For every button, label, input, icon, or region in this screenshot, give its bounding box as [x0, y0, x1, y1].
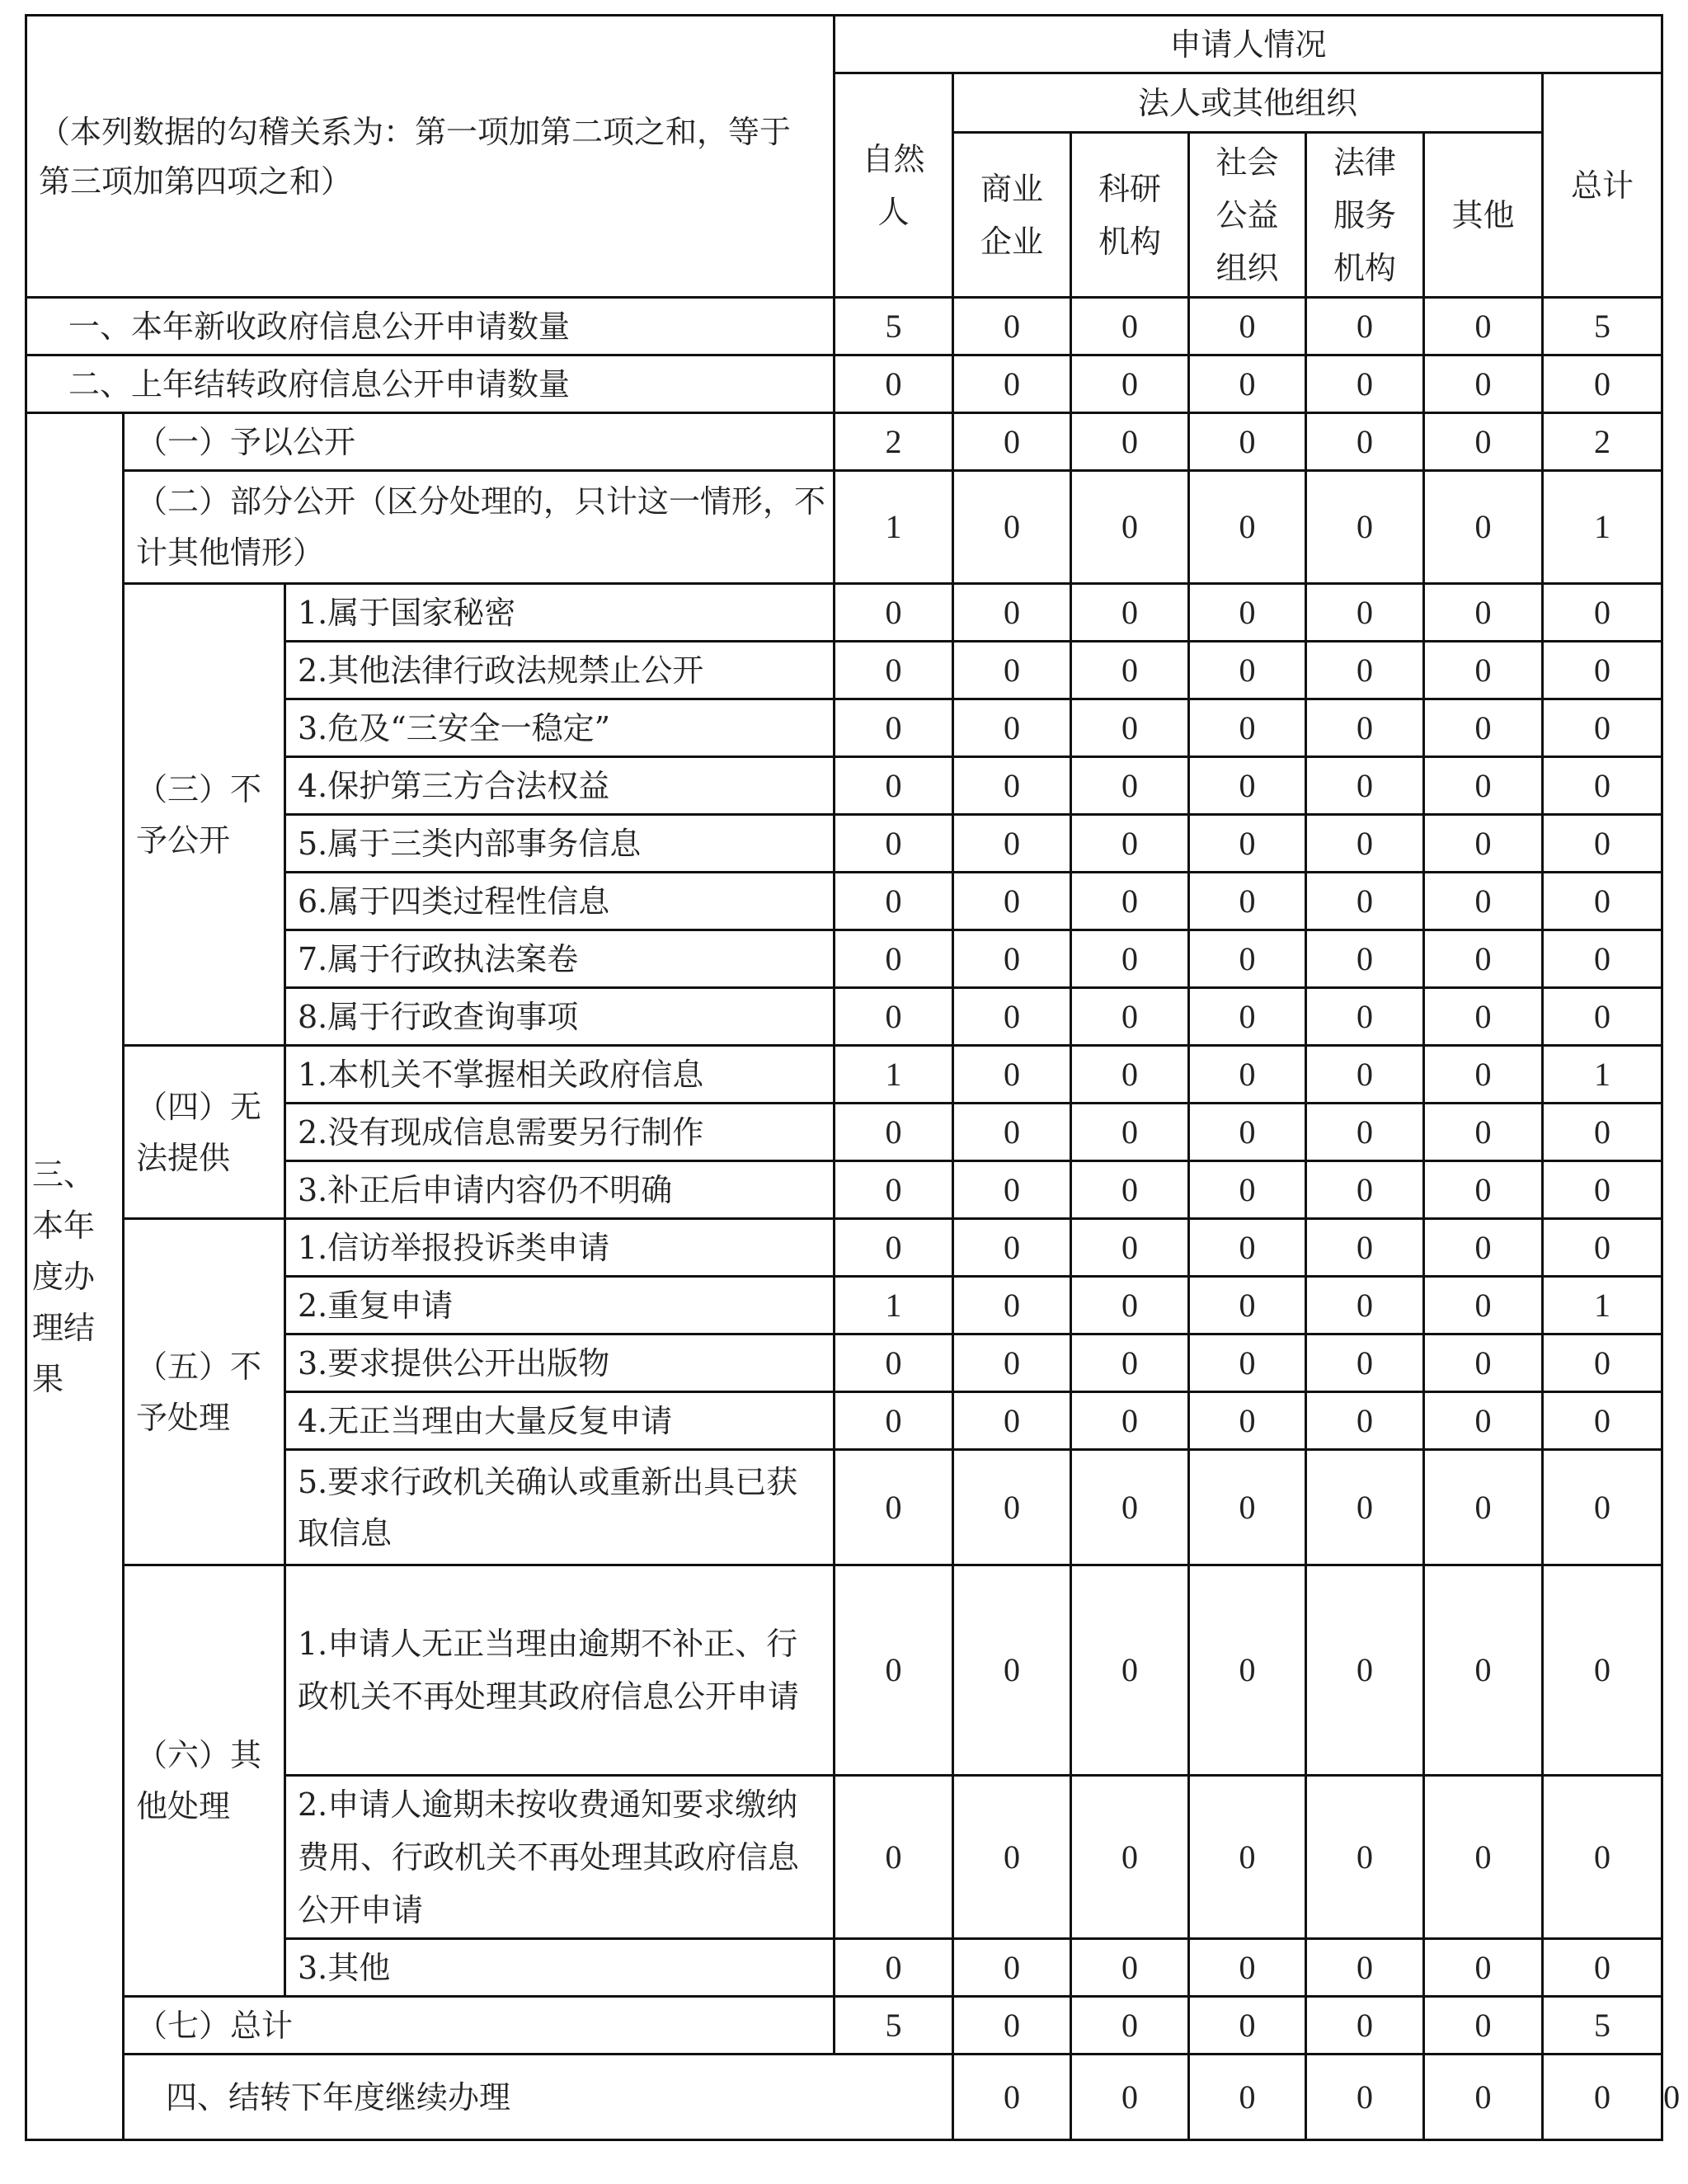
header-commercial: 商业企业	[953, 133, 1071, 298]
cell: 5	[835, 1997, 953, 2055]
row-label: 4.无正当理由大量反复申请	[285, 1392, 835, 1450]
cell: 0	[835, 1565, 953, 1776]
cell: 0	[1424, 413, 1543, 471]
cell: 0	[1543, 1104, 1662, 1161]
row-label: 3.危及“三安全一稳定”	[285, 699, 835, 757]
cell: 0	[1189, 1450, 1306, 1565]
gov-info-disclosure-table	[25, 14, 1681, 2141]
cell: 0	[1189, 1565, 1306, 1776]
cell: 0	[1189, 355, 1306, 413]
cell: 0	[835, 1450, 953, 1565]
cell: 5	[1543, 1997, 1662, 2055]
cell: 0	[953, 930, 1071, 988]
cell: 0	[1071, 815, 1189, 873]
cell: 0	[1071, 584, 1189, 642]
cell: 0	[1306, 355, 1424, 413]
cell: 0	[1071, 1939, 1189, 1997]
cell: 0	[835, 642, 953, 699]
cell: 0	[1189, 1161, 1306, 1219]
cell: 0	[1306, 1565, 1424, 1776]
cell: 0	[835, 930, 953, 988]
cell: 0	[953, 355, 1071, 413]
header-legal-service: 法律服务机构	[1306, 133, 1424, 298]
cell: 1	[835, 1046, 953, 1104]
cell: 0	[1424, 1776, 1543, 1939]
cell: 0	[1543, 873, 1662, 930]
cell: 0	[1543, 355, 1662, 413]
cell: 0	[1306, 1277, 1424, 1334]
cell: 0	[953, 1219, 1071, 1277]
table-row	[26, 355, 1662, 413]
cell: 0	[1071, 471, 1189, 584]
cell: 0	[1306, 1219, 1424, 1277]
cell: 0	[1189, 1997, 1306, 2055]
cell: 0	[953, 699, 1071, 757]
row-label: 四、结转下年度继续办理	[124, 2055, 953, 2140]
cell: 0	[1189, 1104, 1306, 1161]
cell: 0	[1543, 1392, 1662, 1450]
cell: 0	[1543, 699, 1662, 757]
cell: 0	[1071, 1776, 1189, 1939]
cell: 0	[1424, 1046, 1543, 1104]
cell: 1	[1543, 1277, 1662, 1334]
header-applicant: 申请人情况	[835, 16, 1662, 73]
cell: 0	[1543, 2055, 1662, 2140]
cell: 0	[953, 1046, 1071, 1104]
row-label: 二、上年结转政府信息公开申请数量	[26, 355, 835, 413]
cell: 0	[1071, 1334, 1189, 1392]
cell: 0	[1543, 1161, 1662, 1219]
cell: 2	[835, 413, 953, 471]
table-row: 四、结转下年度继续办理 0 0 0 0 0 0 0	[26, 2055, 1662, 2140]
cell: 0	[1071, 642, 1189, 699]
cell: 0	[1189, 2055, 1306, 2140]
cell: 0	[1424, 1392, 1543, 1450]
cell: 0	[1543, 1334, 1662, 1392]
cell: 0	[835, 699, 953, 757]
cell: 0	[1306, 1046, 1424, 1104]
cell: 0	[1306, 584, 1424, 642]
cell: 5	[835, 298, 953, 355]
cell: 0	[1071, 298, 1189, 355]
cell: 0	[1543, 1450, 1662, 1565]
cell: 0	[1306, 471, 1424, 584]
cell: 0	[835, 1104, 953, 1161]
table-row	[26, 471, 1662, 584]
cell: 1	[1543, 471, 1662, 584]
group-label: （六）其他处理	[124, 1565, 285, 1997]
cell: 0	[1306, 1997, 1424, 2055]
row-label: 7.属于行政执法案卷	[285, 930, 835, 988]
cell: 0	[953, 1104, 1071, 1161]
cell: 0	[835, 1161, 953, 1219]
row-label: 1.信访举报投诉类申请	[285, 1219, 835, 1277]
cell: 0	[835, 584, 953, 642]
cell: 0	[1189, 930, 1306, 988]
cell: 0	[1071, 1450, 1189, 1565]
cell: 0	[1071, 1161, 1189, 1219]
cell: 0	[1543, 757, 1662, 815]
cell: 0	[1071, 1104, 1189, 1161]
cell: 0	[953, 1997, 1071, 2055]
cell: 0	[1189, 757, 1306, 815]
header-social: 社会公益组织	[1189, 133, 1306, 298]
header-natural-person: 自然人	[835, 73, 953, 298]
cell: 0	[953, 988, 1071, 1046]
header-note: （本列数据的勾稽关系为：第一项加第二项之和，等于第三项加第四项之和）	[26, 16, 835, 298]
cell: 0	[1306, 699, 1424, 757]
row-label: 2.没有现成信息需要另行制作	[285, 1104, 835, 1161]
header-legal-org: 法人或其他组织	[953, 73, 1543, 133]
row-label: 5.要求行政机关确认或重新出具已获取信息	[285, 1450, 835, 1565]
cell: 0	[1189, 471, 1306, 584]
cell: 0	[1071, 873, 1189, 930]
cell: 1	[835, 1277, 953, 1334]
table-row	[26, 1565, 1662, 1776]
cell: 0	[1306, 298, 1424, 355]
cell: 0	[1424, 298, 1543, 355]
cell: 0	[1424, 2055, 1543, 2140]
cell: 0	[953, 1277, 1071, 1334]
row-label: 一、本年新收政府信息公开申请数量	[26, 298, 835, 355]
cell: 0	[1189, 1939, 1306, 1997]
cell: 0	[1189, 1219, 1306, 1277]
cell: 0	[1306, 930, 1424, 988]
cell: 0	[1306, 815, 1424, 873]
row-label: 3.其他	[285, 1939, 835, 1997]
cell: 0	[1071, 413, 1189, 471]
header-other: 其他	[1424, 133, 1543, 298]
cell: 1	[835, 471, 953, 584]
cell: 0	[1424, 1219, 1543, 1277]
cell: 0	[1189, 1392, 1306, 1450]
row-label: 3.补正后申请内容仍不明确	[285, 1161, 835, 1219]
cell: 0	[1306, 413, 1424, 471]
row-label: 2.申请人逾期未按收费通知要求缴纳费用、行政机关不再处理其政府信息公开申请	[285, 1776, 835, 1939]
cell: 0	[1424, 1565, 1543, 1776]
cell: 0	[1306, 1161, 1424, 1219]
row-label: （二）部分公开（区分处理的，只计这一情形，不计其他情形）	[124, 471, 835, 584]
cell: 0	[1189, 413, 1306, 471]
cell: 0	[835, 1939, 953, 1997]
cell: 0	[1189, 1334, 1306, 1392]
cell: 0	[1071, 1565, 1189, 1776]
row-label: 5.属于三类内部事务信息	[285, 815, 835, 873]
cell: 0	[1424, 1161, 1543, 1219]
cell: 0	[1424, 1104, 1543, 1161]
cell: 0	[1543, 1776, 1662, 1939]
cell: 0	[1189, 815, 1306, 873]
cell: 0	[953, 815, 1071, 873]
cell: 0	[1424, 757, 1543, 815]
row-label: （七）总计	[124, 1997, 835, 2055]
header-research: 科研机构	[1071, 133, 1189, 298]
cell: 0	[835, 757, 953, 815]
row-label: 6.属于四类过程性信息	[285, 873, 835, 930]
row-label: （一）予以公开	[124, 413, 835, 471]
cell: 0	[953, 1392, 1071, 1450]
cell: 5	[1543, 298, 1662, 355]
row-label: 2.重复申请	[285, 1277, 835, 1334]
cell: 0	[1543, 1939, 1662, 1997]
cell: 0	[1189, 1046, 1306, 1104]
cell: 0	[953, 471, 1071, 584]
cell: 0	[1424, 815, 1543, 873]
cell: 0	[953, 413, 1071, 471]
table-row	[26, 413, 1662, 471]
cell: 0	[1071, 1277, 1189, 1334]
cell: 0	[1071, 988, 1189, 1046]
cell: 0	[1306, 1104, 1424, 1161]
table-row	[26, 1046, 1662, 1104]
cell: 0	[1071, 699, 1189, 757]
cell: 0	[1424, 930, 1543, 988]
cell: 0	[1543, 584, 1662, 642]
cell: 0	[1543, 930, 1662, 988]
row-label: 8.属于行政查询事项	[285, 988, 835, 1046]
cell: 0	[1424, 1277, 1543, 1334]
header-total: 总计	[1543, 73, 1662, 298]
group-label: （三）不予公开	[124, 584, 285, 1046]
cell: 0	[1424, 873, 1543, 930]
cell: 0	[835, 1392, 953, 1450]
cell: 0	[835, 988, 953, 1046]
cell: 0	[1071, 1046, 1189, 1104]
cell: 0	[1306, 1392, 1424, 1450]
cell: 0	[1189, 298, 1306, 355]
cell: 0	[1306, 1939, 1424, 1997]
cell: 2	[1543, 413, 1662, 471]
cell: 0	[953, 873, 1071, 930]
cell: 0	[1424, 584, 1543, 642]
cell: 0	[953, 298, 1071, 355]
cell: 0	[1424, 1334, 1543, 1392]
cell: 0	[1071, 757, 1189, 815]
cell: 0	[1543, 642, 1662, 699]
cell: 0	[1306, 757, 1424, 815]
cell: 0	[1543, 815, 1662, 873]
cell: 0	[1543, 1565, 1662, 1776]
cell: 0	[953, 1450, 1071, 1565]
row-label: 1.属于国家秘密	[285, 584, 835, 642]
cell: 0	[953, 1776, 1071, 1939]
cell: 0	[835, 873, 953, 930]
cell: 0	[1189, 988, 1306, 1046]
cell: 0	[1071, 1219, 1189, 1277]
cell: 0	[1424, 642, 1543, 699]
cell: 0	[835, 1219, 953, 1277]
cell: 0	[1306, 988, 1424, 1046]
cell: 0	[1424, 1997, 1543, 2055]
row-label: 4.保护第三方合法权益	[285, 757, 835, 815]
cell: 0	[835, 815, 953, 873]
cell: 0	[1424, 471, 1543, 584]
cell: 0	[953, 1161, 1071, 1219]
row-label: 2.其他法律行政法规禁止公开	[285, 642, 835, 699]
cell: 0	[953, 2055, 1071, 2140]
cell: 0	[1189, 584, 1306, 642]
cell: 0	[1306, 1776, 1424, 1939]
cell: 0	[1071, 2055, 1189, 2140]
table-row	[26, 1997, 1662, 2055]
row-label: 3.要求提供公开出版物	[285, 1334, 835, 1392]
cell: 0	[1189, 873, 1306, 930]
cell: 0	[1189, 642, 1306, 699]
cell: 0	[1306, 2055, 1424, 2140]
table-row	[26, 584, 1662, 642]
cell: 0	[1424, 355, 1543, 413]
cell: 1	[1543, 1046, 1662, 1104]
cell: 0	[953, 584, 1071, 642]
section3-label: 三、本年度办理结果	[26, 413, 124, 2140]
cell: 0	[1189, 1277, 1306, 1334]
cell: 0	[1189, 1776, 1306, 1939]
cell: 0	[1071, 930, 1189, 988]
cell: 0	[953, 757, 1071, 815]
cell: 0	[835, 1776, 953, 1939]
cell: 0	[1543, 1219, 1662, 1277]
cell: 0	[1543, 988, 1662, 1046]
row-label: 1.本机关不掌握相关政府信息	[285, 1046, 835, 1104]
cell: 0	[1424, 1939, 1543, 1997]
cell: 0	[1306, 873, 1424, 930]
group-label: （五）不予处理	[124, 1219, 285, 1565]
cell: 0	[1424, 988, 1543, 1046]
cell: 0	[953, 1939, 1071, 1997]
cell: 0	[1306, 642, 1424, 699]
cell: 0	[1424, 699, 1543, 757]
cell: 0	[953, 642, 1071, 699]
cell: 0	[1306, 1334, 1424, 1392]
cell: 0	[1071, 355, 1189, 413]
table-row	[26, 298, 1662, 355]
cell: 0	[1424, 1450, 1543, 1565]
table-row	[26, 1219, 1662, 1277]
cell: 0	[953, 1334, 1071, 1392]
cell: 0	[1071, 1392, 1189, 1450]
cell: 0	[1189, 699, 1306, 757]
group-label: （四）无法提供	[124, 1046, 285, 1219]
cell: 0	[1071, 1997, 1189, 2055]
cell: 0	[835, 355, 953, 413]
row-label: 1.申请人无正当理由逾期不补正、行政机关不再处理其政府信息公开申请	[285, 1565, 835, 1776]
cell: 0	[1306, 1450, 1424, 1565]
cell: 0	[835, 1334, 953, 1392]
cell: 0	[953, 1565, 1071, 1776]
